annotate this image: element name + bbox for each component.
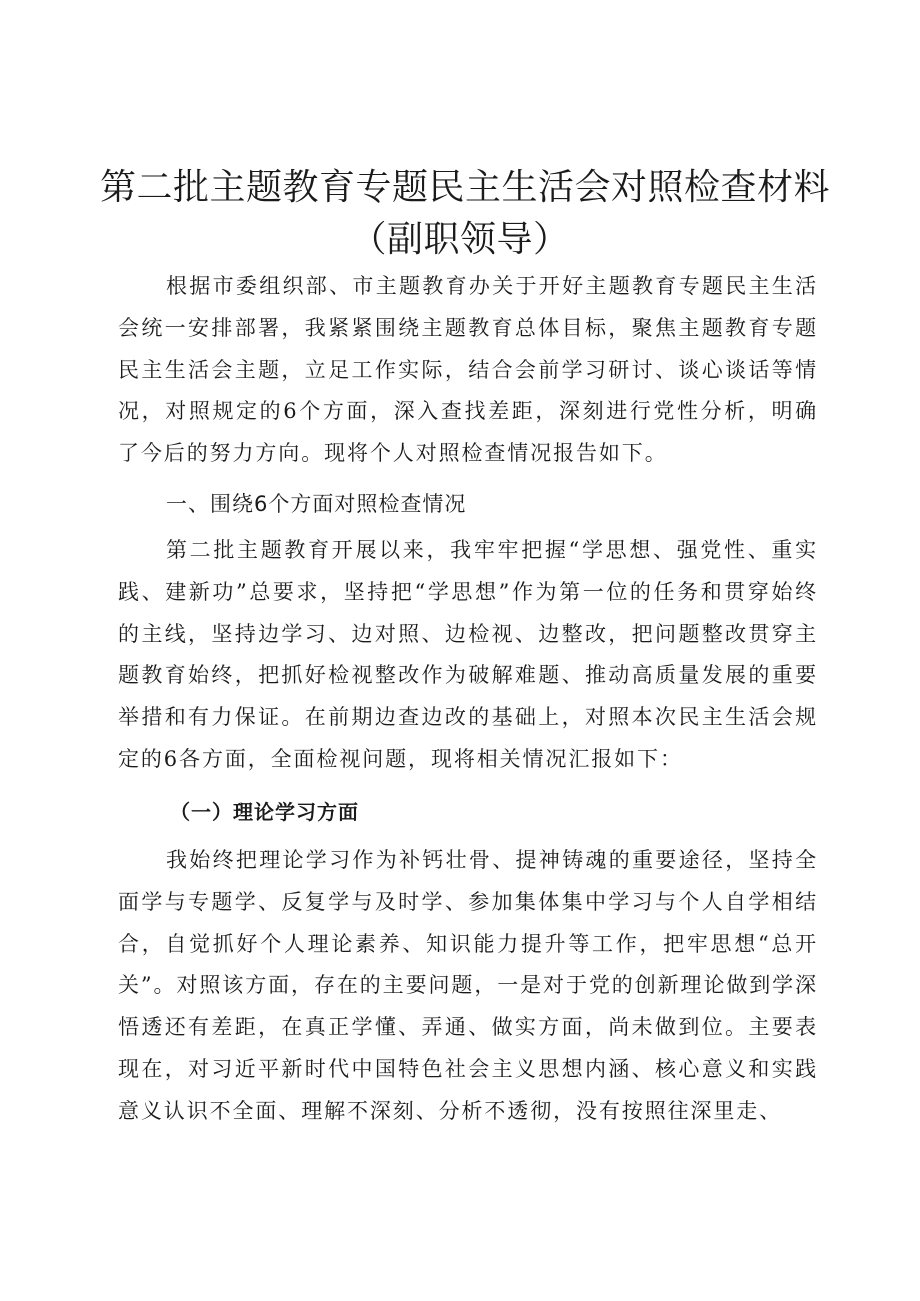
document-subtitle: （副职领导） [350,219,570,260]
intro-paragraph: 根据市委组织部、市主题教育办关于开好主题教育专题民主生活会统一安排部署，我紧紧围绕主题教育总体目标，聚焦主题教育专题民主生活会主题，立足工作实际，结合会前学习研讨、谈心谈话等情况，对照规定的6个方面，深入查找差距，深刻进行党性分析，明确了今后的努力方向。现将个人对照检查情况报告如下。 [118,274,818,466]
section-heading: 一、围绕6个方面对照检查情况 [166,492,467,516]
document-title: 第二批主题教育专题民主生活会对照检查材料 [100,167,831,208]
subsection-heading: （一）理论学习方面 [170,800,359,824]
subsection-paragraph: 我始终把理论学习作为补钙壮骨、提神铸魂的重要途径，坚持全面学与专题学、反复学与及时学、参加集体集中学习与个人自学相结合，自觉抓好个人理论素养、知识能力提升等工作，把牢思想“总开关”。对照该方面，存在的主要问题，一是对于党的创新理论做到学深悟透还有差距，在真正学懂、弄通、做实方面，尚未做到位。主要表现在，对习近平新时代中国特色社会主义思想内涵、核心意义和实践意义认识不全面、理解不深刻、分析不透彻，没有按照往深里走、 [118,848,818,1123]
section-paragraph: 第二批主题教育开展以来，我牢牢把握“学思想、强党性、重实践、建新功”总要求，坚持把“学思想”作为第一位的任务和贯穿始终的主线，坚持边学习、边对照、边检视、边整改，把问题整改贯穿主题教育始终，把抓好检视整改作为破解难题、推动高质量发展的重要举措和有力保证。在前期边查边改的基础上，对照本次民主生活会规定的6各方面，全面检视问题，现将相关情况汇报如下： [118,538,818,771]
